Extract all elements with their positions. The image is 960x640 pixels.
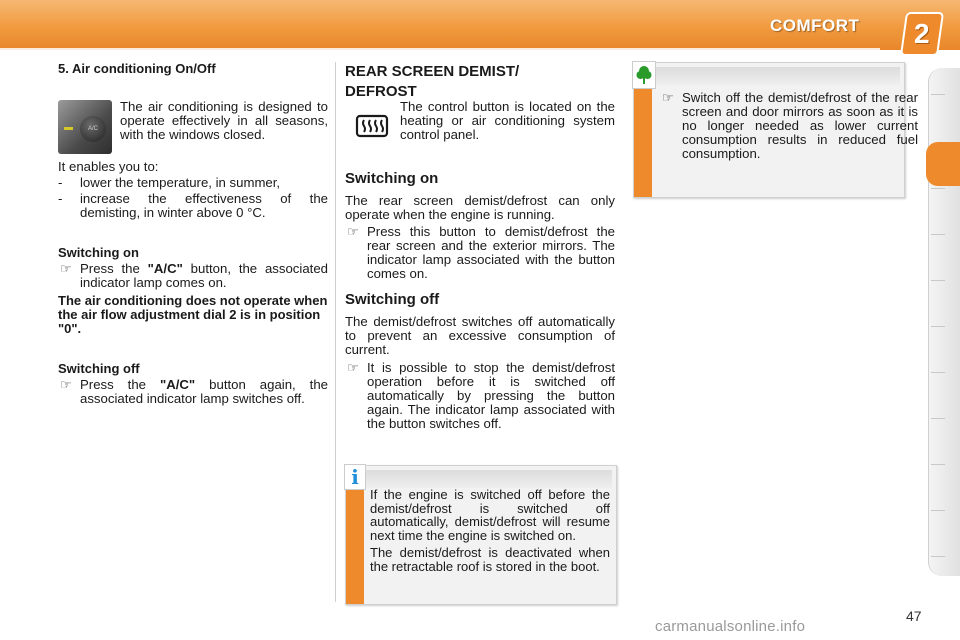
ac-off-instruction bbox=[58, 378, 328, 406]
tab-divider bbox=[931, 556, 945, 557]
tab-divider bbox=[931, 510, 945, 511]
ac-knob-icon bbox=[80, 116, 106, 142]
tab-divider bbox=[931, 464, 945, 465]
tab-divider bbox=[931, 372, 945, 373]
eco-tip-box bbox=[633, 62, 918, 198]
ac-knob-label: A/C bbox=[87, 126, 98, 132]
column-divider bbox=[335, 62, 336, 602]
eco-tip-text bbox=[660, 91, 918, 161]
info-paragraph: The demist/defrost is deactivated when the retractable roof is stored in the boot. bbox=[370, 545, 610, 574]
ac-enables: It enables you to: bbox=[58, 159, 159, 174]
watermark: carmanualsonline.info bbox=[655, 618, 806, 635]
tab-divider bbox=[931, 188, 945, 189]
hand-pointer-icon: ☞ bbox=[662, 90, 674, 105]
ac-warning: The air conditioning does not operate when the air flow adjustment dial 2 is in position "0". bbox=[58, 293, 328, 336]
list-item: - lower the temperature, in summer, bbox=[58, 175, 281, 190]
tab-divider bbox=[931, 94, 945, 95]
text: Press the bbox=[80, 377, 160, 392]
list-item-text: lower the temperature, in summer, bbox=[80, 175, 281, 190]
tab-divider bbox=[931, 418, 945, 419]
ac-heading: 5. Air conditioning On/Off bbox=[58, 61, 216, 76]
hand-pointer-icon: ☞ bbox=[347, 224, 359, 239]
chapter-tab-active[interactable] bbox=[926, 142, 960, 186]
chapter-number: 2 bbox=[914, 18, 930, 49]
text: Switch off the demist/defrost of the rear screen and door mirrors as soon as it is no longer needed as lower current consumption results in reduced fuel consumption. bbox=[682, 90, 918, 161]
info-icon: i bbox=[344, 464, 366, 490]
ac-switching-on-title: Switching on bbox=[58, 245, 139, 260]
defrost-off-instruction bbox=[345, 361, 615, 431]
tab-divider bbox=[931, 280, 945, 281]
defrost-on-text: The rear screen demist/defrost can only operate when the engine is running. bbox=[345, 193, 615, 222]
eco-tip-header bbox=[654, 67, 900, 85]
tab-divider bbox=[931, 326, 945, 327]
text: button again, the associated indicator lamp switches off. bbox=[80, 377, 328, 406]
chapter-title: COMFORT bbox=[770, 16, 860, 35]
text: It is possible to stop the demist/defrost operation before it is switched off automatically by pressing the button again. The indicator lamp associated with the button switches off. bbox=[367, 360, 615, 431]
tree-icon bbox=[632, 61, 656, 89]
defrost-off-text: The demist/defrost switches off automatically to prevent an excessive consumption of current. bbox=[345, 314, 615, 357]
info-box bbox=[345, 465, 617, 605]
rear-defrost-icon bbox=[355, 114, 389, 140]
list-item: - increase the effectiveness of the demisting, in winter above 0 °C. bbox=[58, 191, 328, 220]
info-box-header bbox=[366, 470, 612, 488]
defrost-on-instruction bbox=[345, 225, 615, 281]
defrost-switching-off-title: Switching off bbox=[345, 291, 440, 308]
defrost-switching-on-title: Switching on bbox=[345, 170, 439, 187]
defrost-heading: REAR SCREEN DEMIST/ DEFROST bbox=[345, 63, 520, 100]
header-divider bbox=[0, 48, 880, 50]
ac-key-label: "A/C" bbox=[159, 377, 196, 392]
ac-on-instruction bbox=[58, 262, 328, 290]
ac-intro: The air conditioning is designed to operate effectively in all seasons, with the windows closed. bbox=[120, 99, 328, 142]
indicator-lamp-icon bbox=[64, 127, 73, 130]
hand-pointer-icon: ☞ bbox=[347, 360, 359, 375]
text: Press the bbox=[80, 261, 148, 276]
hand-pointer-icon: ☞ bbox=[60, 377, 72, 392]
list-item-text: increase the effectiveness of the demisting, in winter above 0 °C. bbox=[80, 191, 328, 220]
info-paragraph: If the engine is switched off before the demist/defrost is switched off automatically, demist/defrost will resume next time the engine is switched on. bbox=[370, 487, 610, 543]
ac-switching-off-title: Switching off bbox=[58, 361, 140, 376]
chapter-badge bbox=[900, 12, 944, 56]
ac-section bbox=[58, 62, 328, 406]
ac-button-image bbox=[58, 100, 112, 154]
hand-pointer-icon: ☞ bbox=[60, 261, 72, 276]
ac-key-label: "A/C" bbox=[147, 261, 183, 276]
info-box-content bbox=[370, 488, 610, 573]
page-number: 47 bbox=[906, 608, 922, 624]
defrost-control-text: The control button is located on the heating or air conditioning system control panel. bbox=[400, 99, 615, 142]
text: Press this button to demist/defrost the rear screen and the exterior mirrors. The indicator lamp associated with the button comes on. bbox=[367, 224, 615, 281]
defrost-section bbox=[345, 62, 615, 431]
text: button, the associated indicator lamp comes on. bbox=[80, 261, 328, 290]
tab-divider bbox=[931, 234, 945, 235]
